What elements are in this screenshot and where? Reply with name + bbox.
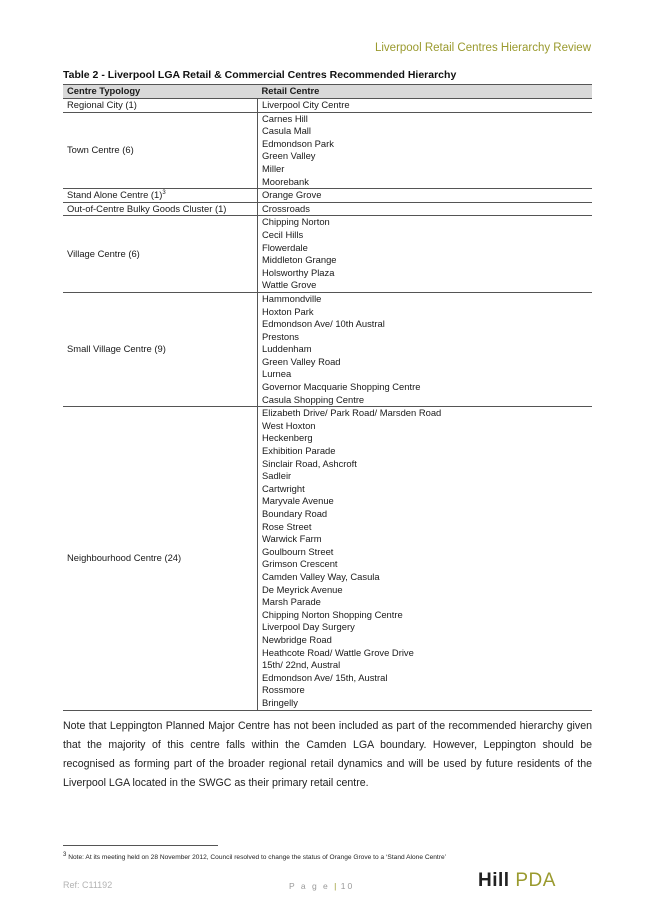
retail-centre-name: Luddenham <box>262 343 312 355</box>
footnote-text: Note: At its meeting held on 28 November 2012, Council resolved to change the status of Orange Grove to a ‘Stand Alone Centre’ <box>68 854 447 861</box>
retail-centre-name: Goulbourn Street <box>262 545 334 557</box>
retail-centre-name: Camden Valley Way, Casula <box>262 570 380 582</box>
centre-typology-cell <box>63 202 258 216</box>
typology-label: Stand Alone Centre (1) <box>67 189 163 201</box>
column-header-retail-centre: Retail Centre <box>258 85 593 99</box>
footer-reference: Ref: C11192 <box>63 880 113 890</box>
retail-centre-name: Moorebank <box>262 175 309 187</box>
retail-centre-name: Edmondson Ave/ 15th, Austral <box>262 671 388 683</box>
retail-centre-name: Hoxton Park <box>262 305 314 317</box>
retail-centre-cell <box>258 189 593 203</box>
retail-centre-name: Casula Shopping Centre <box>262 393 365 405</box>
table-row <box>63 292 592 406</box>
hierarchy-table <box>63 84 592 711</box>
table-row <box>63 216 592 293</box>
retail-centre-name: Orange Grove <box>262 189 322 201</box>
retail-centre-name: Edmondson Park <box>262 137 334 149</box>
table-row <box>63 99 592 113</box>
typology-label: Village Centre (6) <box>67 247 140 259</box>
retail-centre-name: 15th/ 22nd, Austral <box>262 659 341 671</box>
retail-centre-name: Sadleir <box>262 470 292 482</box>
retail-centre-name: Hammondville <box>262 292 322 304</box>
table-body <box>63 99 592 711</box>
retail-centre-name: Grimson Crescent <box>262 558 338 570</box>
retail-centre-name: Marsh Parade <box>262 596 321 608</box>
retail-centre-name: Crossroads <box>262 202 310 214</box>
retail-centre-name: Green Valley <box>262 150 316 162</box>
retail-centre-cell <box>258 99 593 113</box>
retail-centre-name: Bringelly <box>262 696 298 708</box>
footnote <box>63 851 447 861</box>
typology-label: Regional City (1) <box>67 99 137 110</box>
retail-centre-name: Carnes Hill <box>262 112 308 124</box>
retail-centre-name: Cartwright <box>262 482 305 494</box>
logo-text-accent: PDA <box>515 870 556 891</box>
retail-centre-name: Lurnea <box>262 368 292 380</box>
table-row <box>63 189 592 203</box>
retail-centre-name: Chipping Norton Shopping Centre <box>262 608 403 620</box>
retail-centre-name: West Hoxton <box>262 419 316 431</box>
retail-centre-name: Newbridge Road <box>262 633 332 645</box>
centre-typology-cell <box>63 292 258 406</box>
retail-centre-name: Liverpool Day Surgery <box>262 621 355 633</box>
retail-centre-cell <box>258 216 593 293</box>
logo-text-bold: Hill <box>478 870 510 891</box>
retail-centre-name: Governor Macquarie Shopping Centre <box>262 381 421 393</box>
retail-centre-name: Casula Mall <box>262 125 311 137</box>
retail-centre-name: Miller <box>262 162 285 174</box>
retail-centre-name: Middleton Grange <box>262 254 337 266</box>
retail-centre-name: Holsworthy Plaza <box>262 266 335 278</box>
table-row <box>63 202 592 216</box>
page-number: 10 <box>340 881 355 891</box>
centre-typology-cell <box>63 112 258 189</box>
retail-centre-name: Cecil Hills <box>262 228 304 240</box>
centre-typology-cell <box>63 99 258 113</box>
retail-centre-name: Elizabeth Drive/ Park Road/ Marsden Road <box>262 407 442 419</box>
retail-centre-name: Heckenberg <box>262 432 313 444</box>
document-header-title: Liverpool Retail Centres Hierarchy Review <box>374 42 591 54</box>
retail-centre-name: Flowerdale <box>262 241 308 253</box>
body-paragraph: Note that Leppington Planned Major Centre has not been included as part of the recommended hierarchy given that the majority of this centre falls within the Camden LGA boundary. However, Leppington should be recognised as forming part of the broader regional retail dynamics and will be used by future residents of the Liverpool LGA located in the SWGC as their primary retail centre. <box>63 720 592 789</box>
footnote-divider <box>63 845 218 846</box>
column-header-typology: Centre Typology <box>63 85 258 99</box>
typology-label: Small Village Centre (9) <box>67 343 166 355</box>
retail-centre-name: Green Valley Road <box>262 355 341 367</box>
centre-typology-cell <box>63 407 258 710</box>
retail-centre-name: Heathcote Road/ Wattle Grove Drive <box>262 646 414 658</box>
retail-centre-name: Rossmore <box>262 684 305 696</box>
retail-centre-name: Rose Street <box>262 520 312 532</box>
table-caption: Table 2 - Liverpool LGA Retail & Commercial Centres Recommended Hierarchy <box>63 69 457 81</box>
table-row <box>63 112 592 189</box>
retail-centre-name: Chipping Norton <box>262 216 330 228</box>
retail-centre-cell <box>258 202 593 216</box>
retail-centre-name: Warwick Farm <box>262 533 322 545</box>
footnote-marker: 3 <box>63 851 67 858</box>
typology-label: Out-of-Centre Bulky Goods Cluster (1) <box>67 202 227 214</box>
table-header-row <box>63 85 592 99</box>
typology-label: Town Centre (6) <box>67 144 134 156</box>
retail-centre-name: Wattle Grove <box>262 279 317 291</box>
retail-centre-name: Sinclair Road, Ashcroft <box>262 457 357 469</box>
retail-centre-name: Liverpool City Centre <box>262 99 350 110</box>
retail-centre-name: Boundary Road <box>262 508 328 519</box>
retail-centre-name: Maryvale Avenue <box>262 495 334 507</box>
retail-centre-cell <box>258 407 593 710</box>
retail-centre-name: Prestons <box>262 330 299 342</box>
page-separator: | <box>334 881 337 891</box>
centre-typology-cell <box>63 189 258 203</box>
retail-centre-cell <box>258 292 593 406</box>
retail-centre-name: Exhibition Parade <box>262 445 336 457</box>
company-logo <box>478 870 556 892</box>
retail-centre-name: De Meyrick Avenue <box>262 583 343 595</box>
typology-label: Neighbourhood Centre (24) <box>67 552 182 564</box>
centre-typology-cell <box>63 216 258 293</box>
retail-centre-cell <box>258 112 593 189</box>
table-row <box>63 407 592 710</box>
footer-page-indicator <box>289 881 354 891</box>
footnote-reference: 3 <box>162 190 166 197</box>
page-label: P a g e <box>289 881 330 891</box>
retail-centre-name: Edmondson Ave/ 10th Austral <box>262 318 385 330</box>
